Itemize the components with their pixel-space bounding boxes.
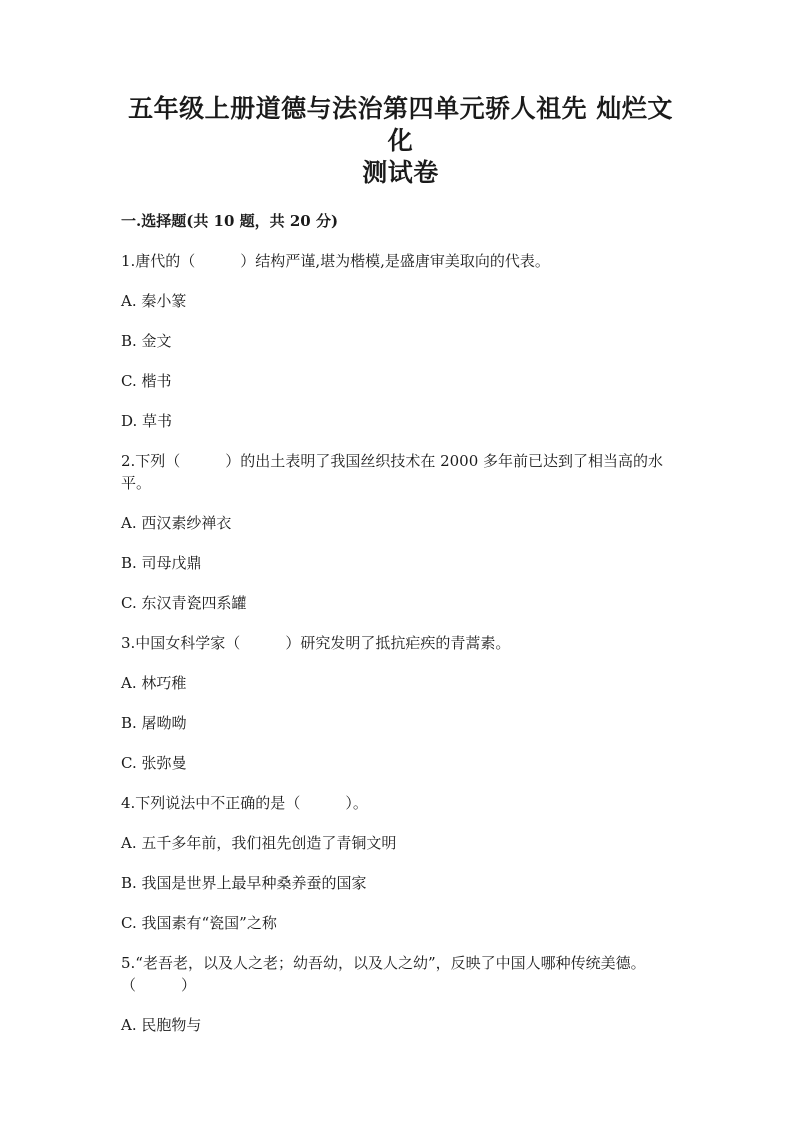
option-c: C. 张弥曼 [121, 754, 187, 772]
question-5 [121, 952, 680, 1036]
option-c: C. 我国素有“瓷国”之称 [121, 914, 277, 932]
option-a: A. 五千多年前，我们祖先创造了青铜文明 [121, 834, 397, 852]
option-d: D. 草书 [121, 412, 173, 430]
question-4 [121, 792, 680, 934]
question-2 [121, 450, 680, 614]
question-stem: 4.下列说法中不正确的是（ ）。 [121, 794, 368, 812]
option-a: A. 林巧稚 [121, 674, 187, 692]
question-stem: 3.中国女科学家（ ）研究发明了抵抗疟疾的青蒿素。 [121, 634, 511, 652]
option-b: B. 我国是世界上最早种桑养蚕的国家 [121, 874, 367, 892]
page-title [121, 93, 680, 189]
question-stem: 5.“老吾老，以及人之老；幼吾幼，以及人之幼”，反映了中国人哪种传统美德。（ ） [121, 954, 646, 994]
option-b: B. 金文 [121, 332, 172, 350]
option-b: B. 屠呦呦 [121, 714, 187, 732]
option-c: C. 楷书 [121, 372, 172, 390]
title-line-1: 五年级上册道德与法治第四单元骄人祖先 灿烂文化 [128, 94, 673, 155]
title-line-2: 测试卷 [362, 158, 439, 187]
question-1 [121, 250, 680, 432]
question-3 [121, 632, 680, 774]
option-a: A. 秦小篆 [121, 292, 187, 310]
section-heading: 一.选择题(共 10 题，共 20 分) [121, 212, 339, 230]
question-stem: 2.下列（ ）的出土表明了我国丝织技术在 2000 多年前已达到了相当高的水平。 [121, 452, 664, 492]
option-b: B. 司母戊鼎 [121, 554, 202, 572]
option-a: A. 西汉素纱禅衣 [121, 514, 232, 532]
option-c: C. 东汉青瓷四系罐 [121, 594, 247, 612]
question-stem: 1.唐代的（ ）结构严谨,堪为楷模,是盛唐审美取向的代表。 [121, 252, 550, 270]
option-a: A. 民胞物与 [121, 1016, 202, 1034]
question-list [121, 250, 680, 1036]
